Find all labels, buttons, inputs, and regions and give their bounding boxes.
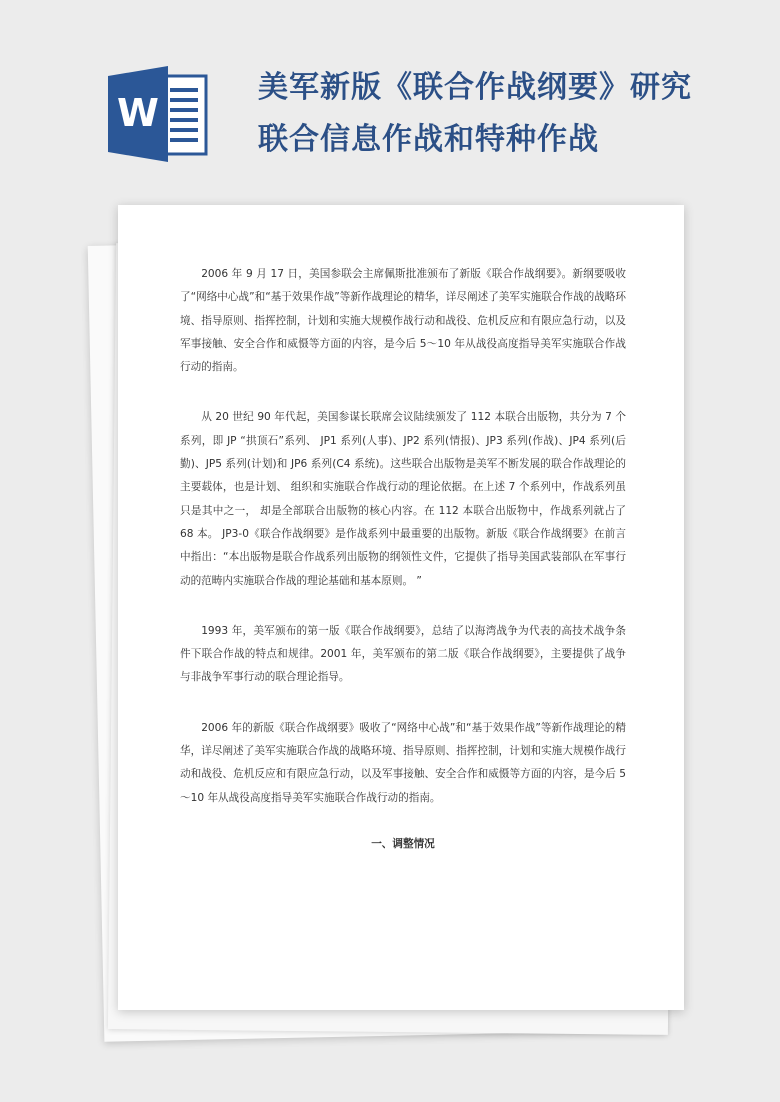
word-icon [108,66,208,162]
document-title: 美军新版《联合作战纲要》研究联合信息作战和特种作战 [258,70,692,157]
document-page [118,205,684,1010]
word-icon-letter: W [117,91,159,135]
section-heading: 一、调整情况 [371,837,435,850]
header [0,0,780,200]
paragraph-2: 从 20 世纪 90 年代起，美国参谋长联席会议陆续颁发了 112 本联合出版物，共分为 7 个系列，即 JP “拱顶石”系列、 JP1 系列(人事)、JP2 系列(情报)、JP3 系列(作战)、JP4 系列(后勤)、JP5 系列(计划)和 JP6 系列(C4 系统)。这些联合出版物是美军不断发展的联合作战理论的主要载体，也是计划、 组织和实施联合作战行动的理论依据。在上述 7 个系列中，作战系列虽只是其中之一， 却是全部联合出版物的核心内容。在 112 本联合出版物中，作战系列就占了 68 本。 JP3-0《联合作战纲要》是作战系列中最重要的出版物。新版《联合作战纲要》在前言中指出：“本出版物是联合作战系列出版物的纲领性文件，它提供了指导美国武装部队在军事行动的范畴内实施联合作战的理论基础和基本原则。 ” [180,411,626,587]
paragraph-1: 2006 年 9 月 17 日，美国参联会主席佩斯批准颁布了新版《联合作战纲要》。新纲要吸收了“网络中心战”和“基于效果作战”等新作战理论的精华，详尽阐述了美军实施联合作战的战略环境、指导原则、指挥控制，计划和实施大规模作战行动和战役、危机反应和有限应急行动，以及军事接触、安全合作和威慑等方面的内容，是今后 5～10 年从战役高度指导美军实施联合作战行动的指南。 [180,268,626,374]
paragraph-3: 1993 年，美军颁布的第一版《联合作战纲要》，总结了以海湾战争为代表的高技术战争条件下联合作战的特点和规律。2001 年，美军颁布的第二版《联合作战纲要》，主要提供了战争与非战争军事行动的联合理论指导。 [180,624,626,684]
document-body [180,263,626,856]
paragraph-4: 2006 年的新版《联合作战纲要》吸收了“网络中心战”和“基于效果作战”等新作战理论的精华，详尽阐述了美军实施联合作战的战略环境、指导原则、指挥控制，计划和实施大规模作战行动和战役、危机反应和有限应急行动，以及军事接触、安全合作和威慑等方面的内容，是今后 5～10 年从战役高度指导美军实施联合作战行动的指南。 [180,721,626,804]
